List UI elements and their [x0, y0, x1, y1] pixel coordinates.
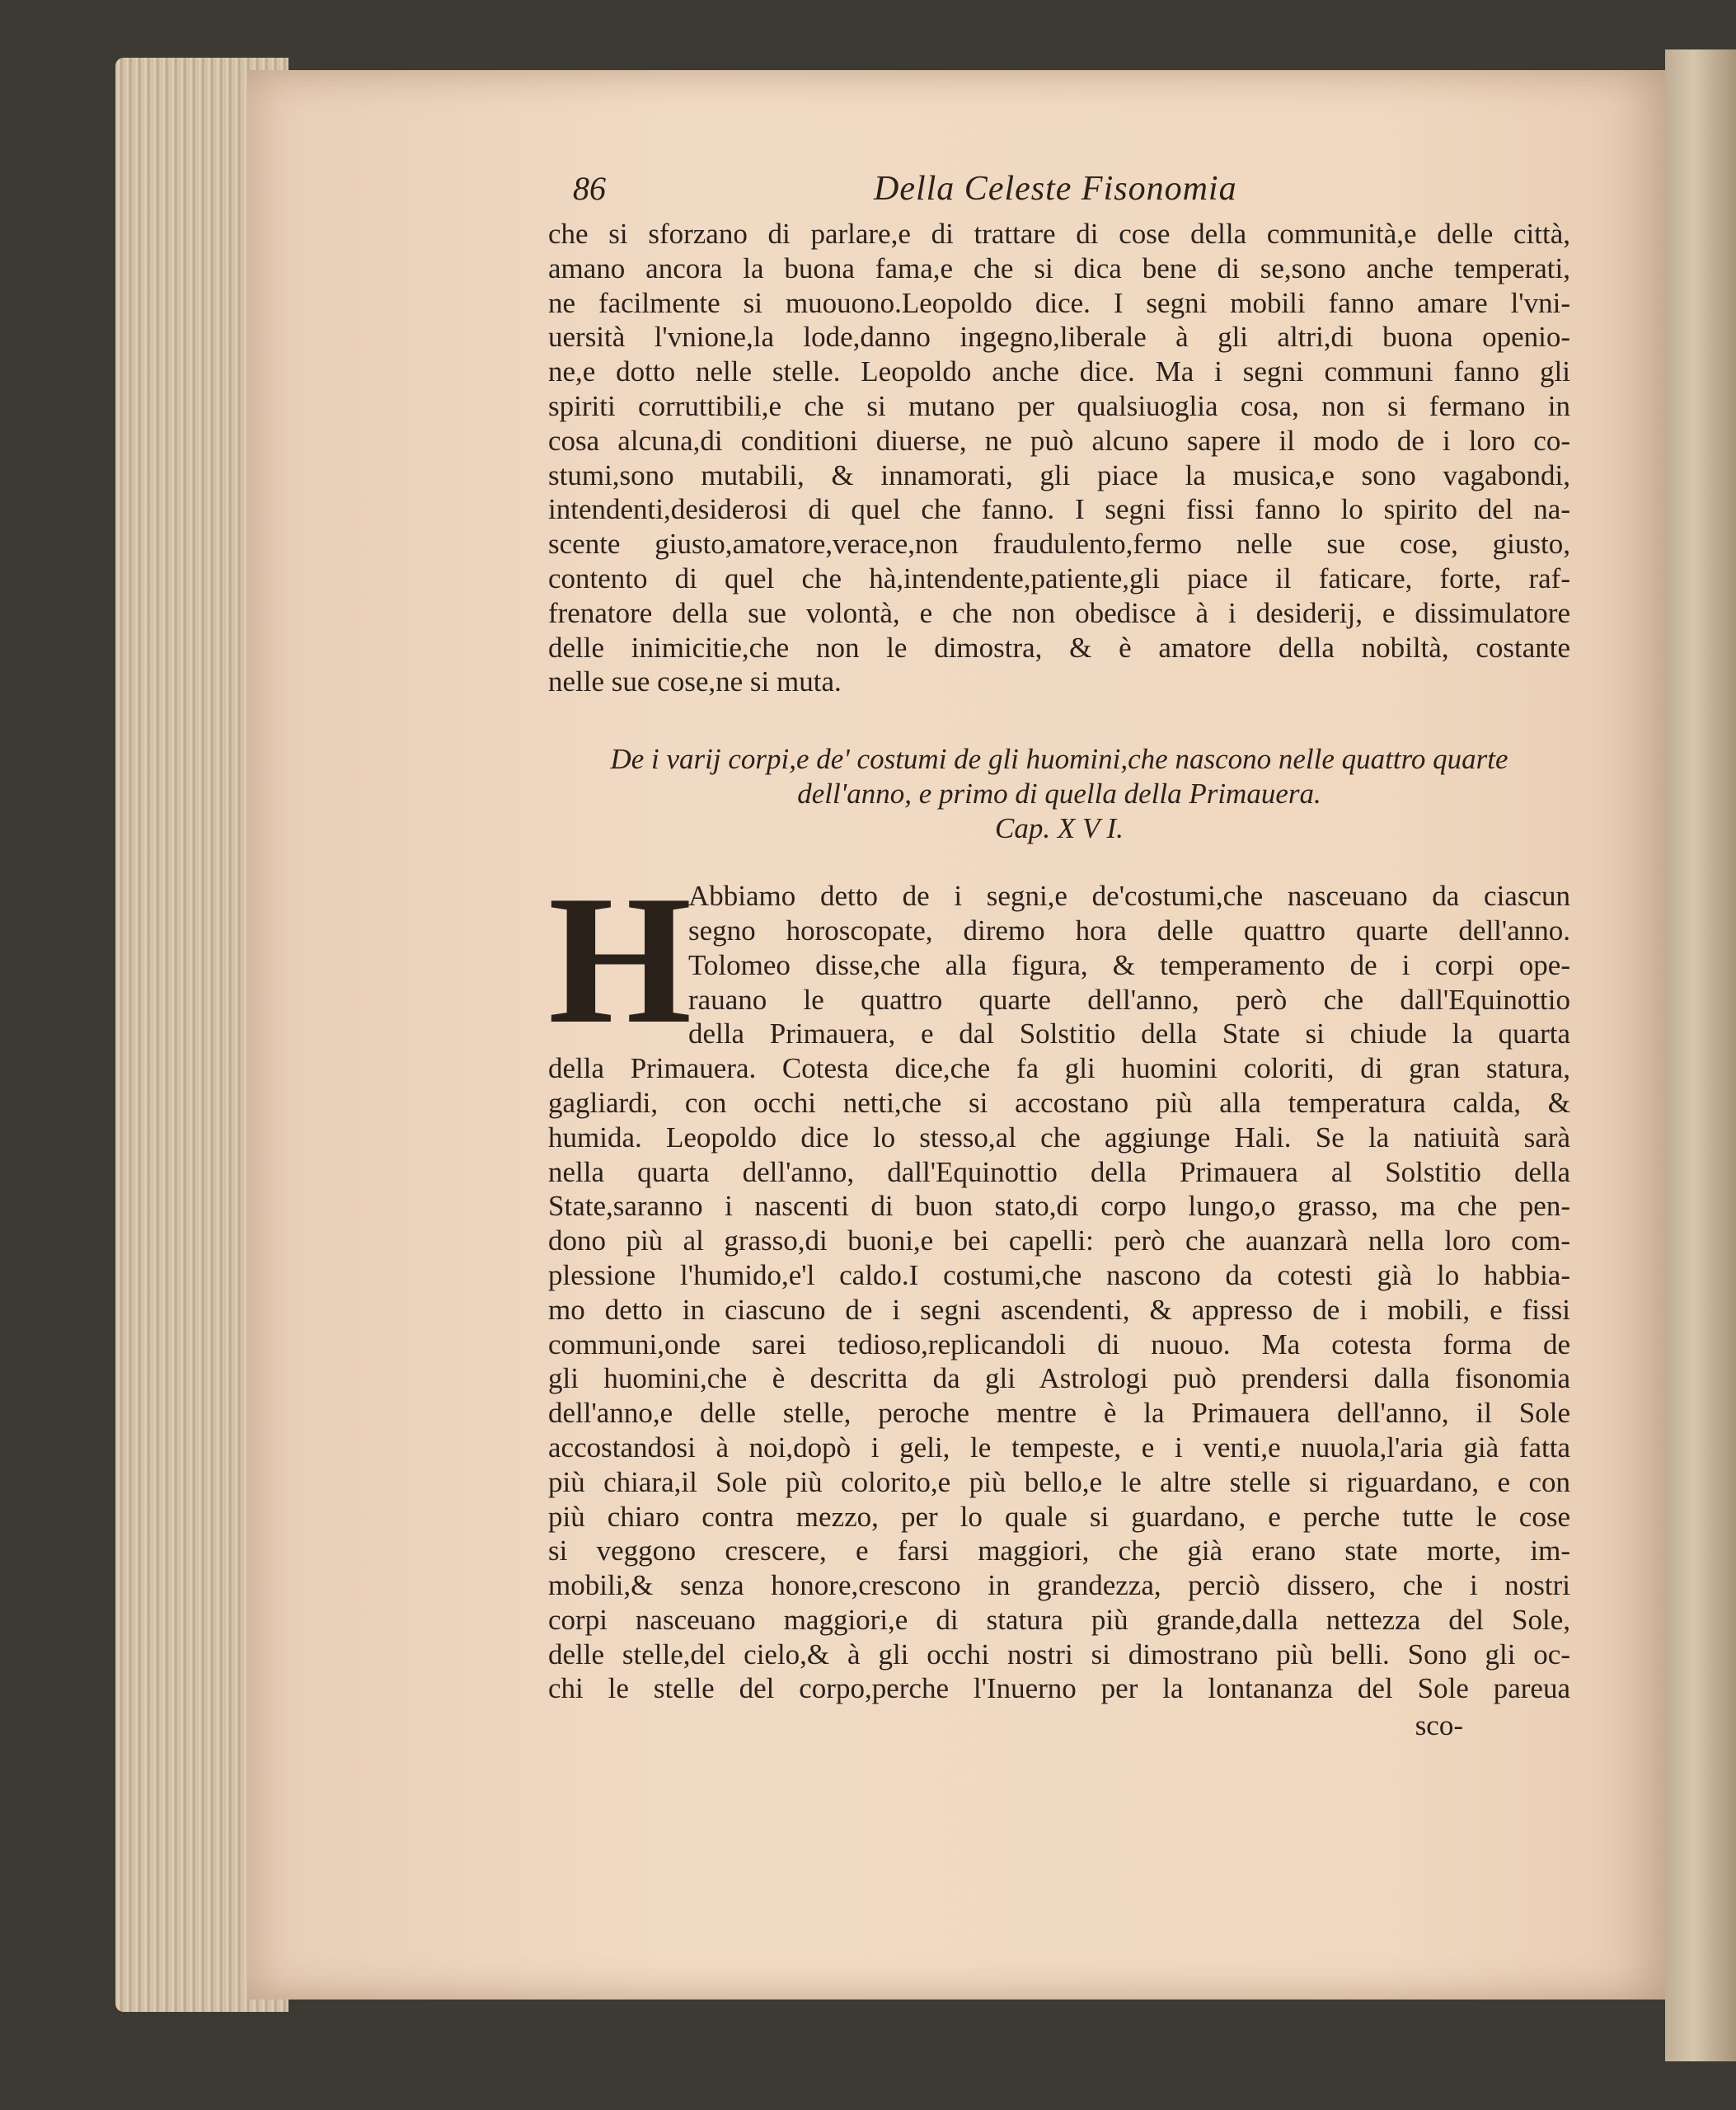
chapter-title-line: De i varij corpi,e de' costumi de gli huomini,che nascono nelle quattro quarte: [610, 743, 1508, 776]
text-line: State,saranno i nascenti di buon stato,di corpo lungo,o grasso, ma che pen-: [548, 1190, 1570, 1223]
text-line: plessione l'humido,e'l caldo.I costumi,che nascono da cotesti già lo habbia-: [548, 1258, 1570, 1291]
text-line: più chiara,il Sole più colorito,e più bello,e le altre stelle si riguardano, e con: [548, 1465, 1570, 1498]
text-block: [548, 169, 1570, 1742]
chapter-title-line: dell'anno, e primo di quella della Primauera.: [797, 778, 1321, 811]
chapter-paragraph: [548, 858, 1570, 1742]
top-paragraph: [548, 217, 1570, 699]
catchword: sco-: [1415, 1709, 1463, 1742]
text-line: della Primauera. Cotesta dice,che fa gli huomini coloriti, di gran statura,: [548, 1052, 1570, 1085]
text-line: Tolomeo disse,che alla figura, & temperamento de i corpi ope-: [688, 948, 1570, 981]
text-line: ne,e dotto nelle stelle. Leopoldo anche dice. Ma i segni communi fanno gli: [548, 355, 1570, 388]
text-line: scente giusto,amatore,verace,non fraudulento,fermo nelle sue cose, giusto,: [548, 528, 1570, 561]
text-line: intendenti,desiderosi di quel che fanno. I segni fissi fanno lo spirito del na-: [548, 493, 1570, 526]
text-line: nella quarta dell'anno, dall'Equinottio della Primauera al Solstitio della: [548, 1155, 1570, 1188]
running-title: Della Celeste Fisonomia: [874, 170, 1237, 208]
text-line: della Primauera, e dal Solstitio della State si chiude la quarta: [688, 1017, 1570, 1050]
text-line: rauano le quattro quarte dell'anno, però che dall'Equinottio: [688, 983, 1570, 1016]
text-line: contento di quel che hà,intendente,patiente,gli piace il faticare, forte, raf-: [548, 562, 1570, 594]
text-line: segno horoscopate, diremo hora delle quattro quarte dell'anno.: [688, 914, 1570, 947]
catchword-row: [548, 1706, 1570, 1742]
text-line: si veggono crescere, e farsi maggiori, che già erano state morte, im-: [548, 1534, 1570, 1567]
text-line: amano ancora la buona fama,e che si dica bene di se,sono anche temperati,: [548, 251, 1570, 284]
text-line: delle inimicitie,che non le dimostra, & è amatore della nobiltà, costante: [548, 631, 1570, 664]
text-line: che si sforzano di parlare,e di trattare di cose della communità,e delle città,: [548, 218, 1570, 250]
text-line: gagliardi, con occhi netti,che si accostano più alla temperatura calda, &: [548, 1086, 1570, 1119]
text-line: communi,onde sarei tedioso,replicandoli di nuouo. Ma cotesta forma de: [548, 1328, 1570, 1360]
text-line: più chiaro contra mezzo, per lo quale si guardano, e perche tutte le cose: [548, 1500, 1570, 1533]
text-line: Abbiamo detto de i segni,e de'costumi,che nasceuano da ciascun: [688, 880, 1570, 913]
text-line: dell'anno,e delle stelle, peroche mentre è la Primauera dell'anno, il Sole: [548, 1397, 1570, 1430]
chapter-heading: [548, 742, 1570, 846]
text-line: nelle sue cose,ne si muta.: [548, 665, 842, 698]
drop-cap-initial: H: [548, 858, 692, 1063]
text-line: cosa alcuna,di conditioni diuerse, ne può alcuno sapere il modo de i loro co-: [548, 424, 1570, 457]
chapter-number: Cap. X V I.: [995, 812, 1124, 845]
text-line: humida. Leopoldo dice lo stesso,al che aggiunge Hali. Se la natiuità sarà: [548, 1121, 1570, 1154]
text-line: ne facilmente si muouono.Leopoldo dice. I segni mobili fanno amare l'vni-: [548, 286, 1570, 319]
text-line: chi le stelle del corpo,perche l'Inuerno per la lontananza del Sole pareua: [548, 1672, 1570, 1705]
page-number: 86: [573, 170, 606, 207]
book-cover-edge: [1665, 49, 1736, 2061]
text-line: mobili,& senza honore,crescono in grandezza, perciò dissero, che i nostri: [548, 1569, 1570, 1602]
text-line: frenatore della sue volontà, e che non obedisce à i desiderij, e dissimulatore: [548, 596, 1570, 629]
text-line: spiriti corruttibili,e che si mutano per qualsiuoglia cosa, non si fermano in: [548, 389, 1570, 422]
text-line: uersità l'vnione,la lode,danno ingegno,liberale à gli altri,di buona openio-: [548, 321, 1570, 354]
running-head: [548, 169, 1570, 217]
text-line: stumi,sono mutabili, & innamorati, gli piace la musica,e sono vagabondi,: [548, 458, 1570, 491]
text-line: dono più al grasso,di buoni,e bei capelli: però che auanzarà nella loro com-: [548, 1224, 1570, 1257]
text-line: delle stelle,del cielo,& à gli occhi nostri si dimostrano più belli. Sono gli oc-: [548, 1638, 1570, 1671]
text-line: corpi nasceuano maggiori,e di statura più grande,dalla nettezza del Sole,: [548, 1603, 1570, 1636]
text-line: mo detto in ciascuno de i segni ascendenti, & appresso de i mobili, e fissi: [548, 1293, 1570, 1326]
text-line: accostandosi à noi,dopò i geli, le tempeste, e i venti,e nuuola,l'aria già fatta: [548, 1431, 1570, 1464]
text-line: gli huomini,che è descritta da gli Astrologi può prendersi dalla fisonomia: [548, 1362, 1570, 1395]
